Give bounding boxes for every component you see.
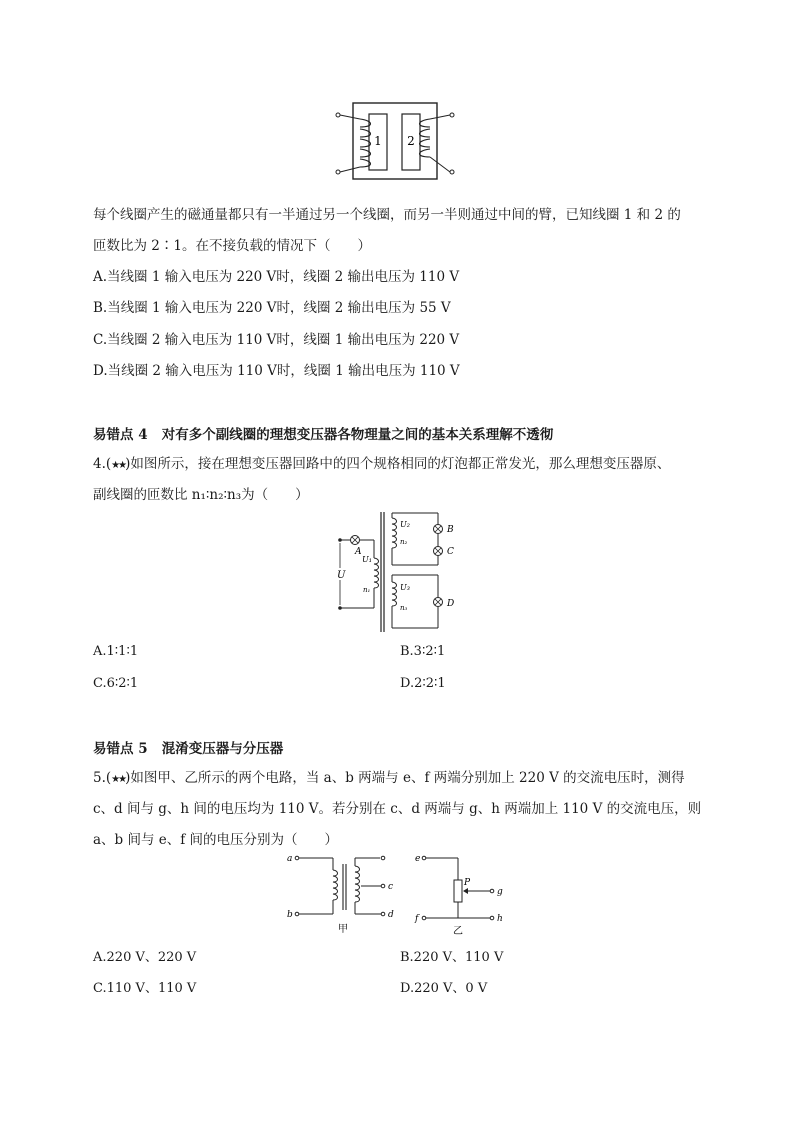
q5-option-c: C.110 V、110 V <box>93 981 197 996</box>
q4-option-d: D.2∶2∶1 <box>400 676 446 691</box>
section5-title: 混淆变压器与分压器 <box>161 741 284 757</box>
q4-number: 4. <box>93 456 106 472</box>
label-U: U <box>337 570 346 581</box>
q5-option-b: B.220 V、110 V <box>400 950 504 965</box>
q4-stem-line1: 4.(★★)如图所示，接在理想变压器回路中的四个规格相同的灯泡都正常发光，那么理想变压器原、 <box>93 456 671 472</box>
label-P: P <box>464 878 471 888</box>
q5-stem-line1: 5.(★★)如图甲、乙所示的两个电路，当 a、b 两端与 e、f 两端分别加上 220 V 的交流电压时，测得 <box>93 770 685 786</box>
label-n2: n₂ <box>400 538 408 546</box>
difficulty-stars-icon: ★★ <box>111 460 126 471</box>
label-U3: U₃ <box>400 583 410 592</box>
section4-heading <box>93 423 553 443</box>
coil-1-label: 1 <box>374 134 382 148</box>
label-g: g <box>497 887 503 897</box>
label-b: b <box>287 910 293 920</box>
label-n3: n₃ <box>400 604 408 612</box>
label-A: A <box>355 547 362 557</box>
q3-option-d: D.当线圈 2 输入电压为 110 V时，线圈 1 输出电压为 110 V <box>93 363 460 379</box>
label-d: d <box>388 910 394 920</box>
q3-stem-line1: 每个线圈产生的磁通量都只有一半通过另一个线圈，而另一半则通过中间的臂，已知线圈 1 和 2 的 <box>93 207 681 223</box>
label-jia: 甲 <box>338 924 348 935</box>
coil-2-label: 2 <box>407 134 415 148</box>
q5-figure-yi <box>412 852 522 937</box>
label-c: c <box>388 882 394 892</box>
q5-number: 5. <box>93 770 106 786</box>
q5-option-a: A.220 V、220 V <box>93 950 197 965</box>
label-yi: 乙 <box>453 926 463 937</box>
q5-stem-line2: c、d 间与 g、h 间的电压均为 110 V。若分别在 c、d 两端与 g、h 两端加上 110 V 的交流电压，则 <box>93 801 702 817</box>
label-C: C <box>447 547 454 557</box>
q3-transformer-figure <box>330 100 460 190</box>
q3-option-a: A.当线圈 1 输入电压为 220 V时，线圈 2 输出电压为 110 V <box>93 269 460 285</box>
difficulty-stars-icon: ★★ <box>111 774 126 785</box>
label-e: e <box>415 854 421 864</box>
q4-stem-line2: 副线圈的匝数比 n₁∶n₂∶n₃为（ ） <box>93 487 309 503</box>
section5-label: 易错点 5 <box>93 741 148 757</box>
q5-option-d: D.220 V、0 V <box>400 981 488 996</box>
label-f: f <box>415 914 419 924</box>
label-U1: U₁ <box>362 555 372 564</box>
q4-option-c: C.6∶2∶1 <box>93 676 139 691</box>
label-n1-primary: n₁ <box>363 586 371 594</box>
q3-option-b: B.当线圈 1 输入电压为 220 V时，线圈 2 输出电压为 55 V <box>93 300 451 316</box>
label-a: a <box>287 854 293 864</box>
label-U2: U₂ <box>400 520 410 529</box>
q4-option-b: B.3∶2∶1 <box>400 644 446 659</box>
label-D: D <box>447 599 455 609</box>
q4-circuit-figure <box>330 510 465 635</box>
q5-figure-jia <box>285 852 405 937</box>
q5-stem-line3: a、b 间与 e、f 间的电压分别为（ ） <box>93 832 339 848</box>
section4-title: 对有多个副线圈的理想变压器各物理量之间的基本关系理解不透彻 <box>161 427 554 443</box>
q3-stem-line2: 匝数比为 2∶1。在不接负载的情况下（ ） <box>93 238 371 254</box>
label-B: B <box>447 525 454 535</box>
section4-label: 易错点 4 <box>93 427 148 443</box>
q3-option-c: C.当线圈 2 输入电压为 110 V时，线圈 1 输出电压为 220 V <box>93 332 460 348</box>
label-h: h <box>497 914 503 924</box>
section5-heading <box>93 737 283 757</box>
q4-option-a: A.1∶1∶1 <box>93 644 139 659</box>
